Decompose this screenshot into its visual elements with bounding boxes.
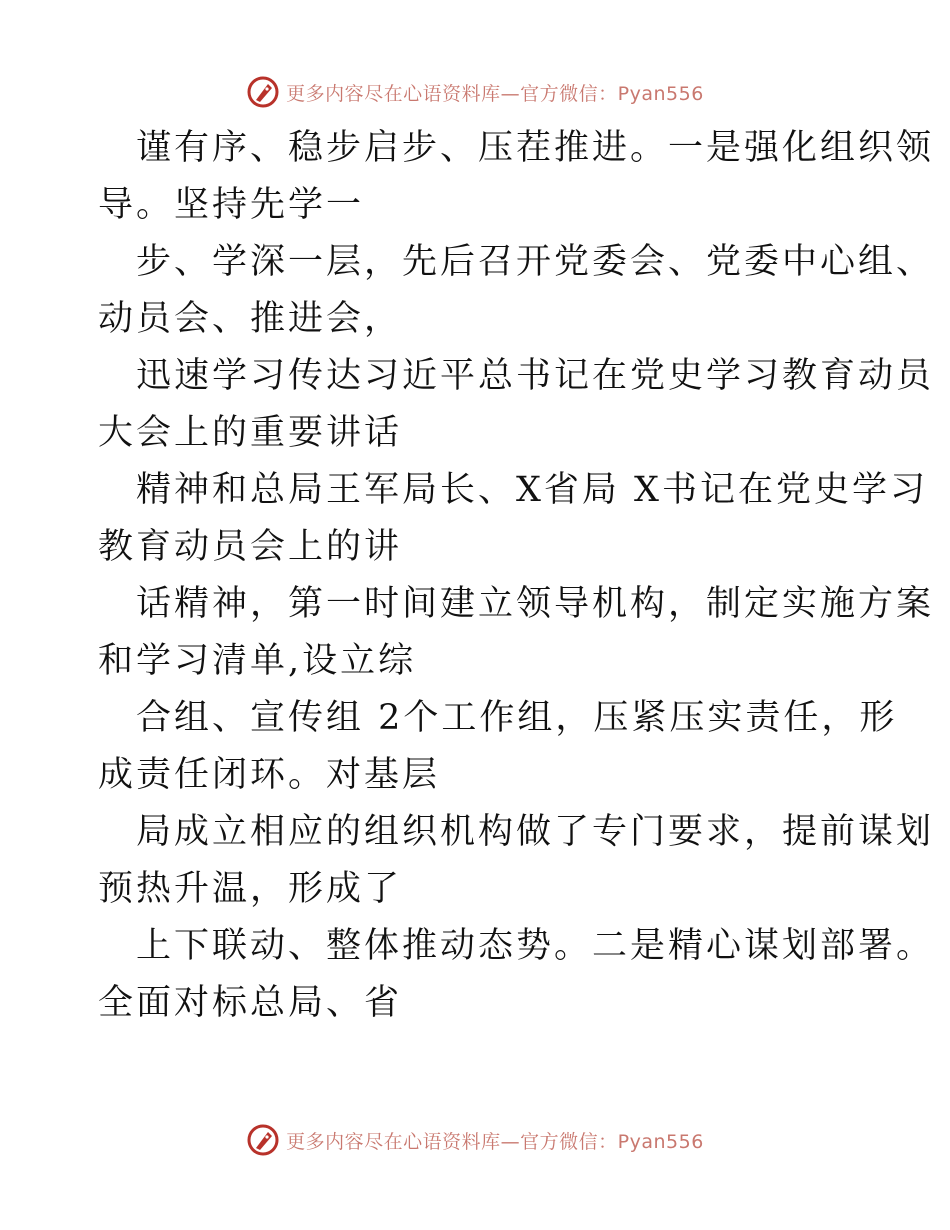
body-line: 谨有序、稳步启步、压茬推进。一是强化组织领: [136, 128, 935, 168]
body-line: 局成立相应的组织机构做了专门要求，提前谋划: [136, 812, 935, 852]
body-line: 合组、宣传组 2个工作组，压紧压实责任，形: [136, 698, 898, 738]
header-watermark: [0, 72, 950, 112]
body-line: 动员会、推进会，: [98, 299, 403, 339]
body-line: 教育动员会上的讲: [98, 527, 403, 567]
body-line: 预热升温，形成了: [98, 869, 403, 909]
pen-nib-logo-icon: [246, 1123, 280, 1157]
body-line: 成责任闭环。对基层: [98, 755, 441, 795]
body-line: 导。坚持先学一: [98, 185, 365, 225]
body-line: 步、学深一层，先后召开党委会、党委中心组、: [136, 242, 935, 282]
body-line: 大会上的重要讲话: [98, 413, 403, 453]
watermark-text: 更多内容尽在心语资料库—官方微信：Pyan556: [286, 1130, 704, 1153]
footer-watermark: [0, 1120, 950, 1160]
document-body: [98, 120, 935, 1032]
body-line: 精神和总局王军局长、X省局 X书记在党史学习: [136, 470, 928, 510]
body-line: 话精神，第一时间建立领导机构，制定实施方案: [136, 584, 935, 624]
body-line: 上下联动、整体推动态势。二是精心谋划部署。: [136, 926, 935, 966]
pen-nib-logo-icon: [246, 75, 280, 109]
body-line: 迅速学习传达习近平总书记在党史学习教育动员: [136, 356, 935, 396]
body-line: 全面对标总局、省: [98, 983, 403, 1023]
body-line: 和学习清单,设立综: [98, 641, 417, 681]
watermark-text: 更多内容尽在心语资料库—官方微信：Pyan556: [286, 82, 704, 105]
